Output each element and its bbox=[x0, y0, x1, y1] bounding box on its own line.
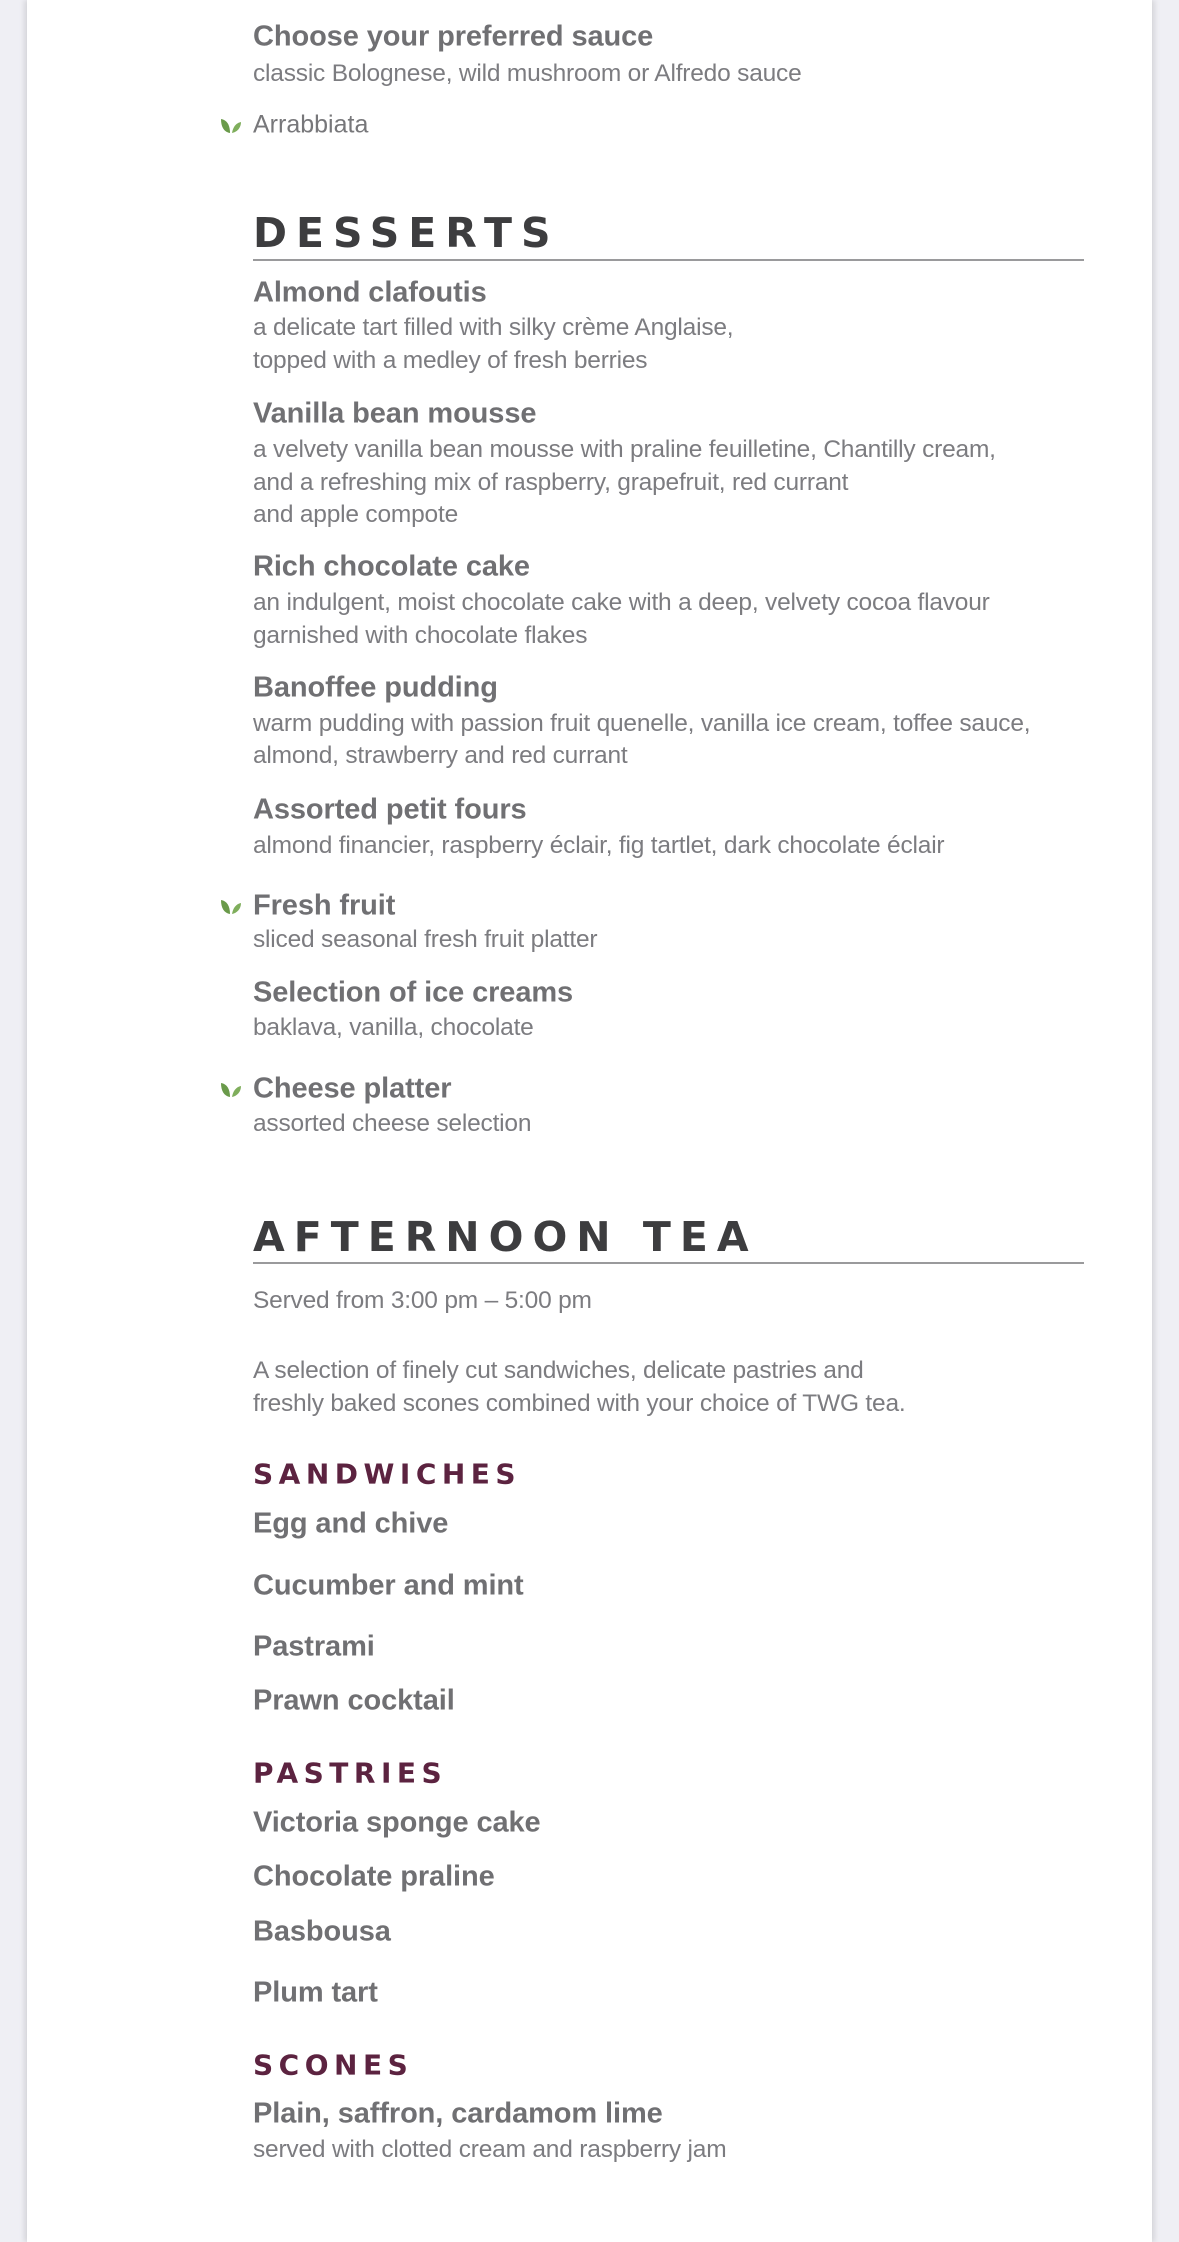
pastry-item: Basbousa bbox=[253, 1915, 391, 1948]
item-desc: and a refreshing mix of raspberry, grapefruit, red currant bbox=[253, 469, 849, 496]
intro-text: freshly baked scones combined with your choice of TWG tea. bbox=[253, 1390, 906, 1417]
scone-item: Plain, saffron, cardamom lime bbox=[253, 2097, 663, 2130]
leaf-icon bbox=[220, 897, 242, 915]
item-desc: almond financier, raspberry éclair, fig tartlet, dark chocolate éclair bbox=[253, 832, 945, 859]
sauce-desc: classic Bolognese, wild mushroom or Alfredo sauce bbox=[253, 60, 802, 87]
item-desc: and apple compote bbox=[253, 501, 459, 528]
item-desc: garnished with chocolate flakes bbox=[253, 622, 588, 649]
item-name: Banoffee pudding bbox=[253, 671, 498, 704]
item-desc: assorted cheese selection bbox=[253, 1110, 532, 1137]
pastry-item: Chocolate praline bbox=[253, 1860, 495, 1893]
leaf-icon bbox=[220, 116, 242, 134]
served-hours: Served from 3:00 pm – 5:00 pm bbox=[253, 1287, 592, 1314]
item-name: Rich chocolate cake bbox=[253, 550, 530, 583]
item-name: Fresh fruit bbox=[253, 889, 396, 922]
sandwich-item: Pastrami bbox=[253, 1630, 375, 1663]
pastry-item: Victoria sponge cake bbox=[253, 1806, 541, 1839]
item-desc: a velvety vanilla bean mousse with praline feuilletine, Chantilly cream, bbox=[253, 436, 996, 463]
item-desc: topped with a medley of fresh berries bbox=[253, 347, 648, 374]
intro-text: A selection of finely cut sandwiches, delicate pastries and bbox=[253, 1357, 864, 1384]
sauce-title: Choose your preferred sauce bbox=[253, 20, 654, 53]
item-name: Almond clafoutis bbox=[253, 276, 487, 309]
sandwich-item: Egg and chive bbox=[253, 1507, 449, 1540]
sauce-option-arrabbiata: Arrabbiata bbox=[253, 110, 369, 139]
sandwich-item: Cucumber and mint bbox=[253, 1569, 524, 1602]
subheading-sandwiches: SANDWICHES bbox=[253, 1457, 522, 1491]
section-heading-desserts: DESSERTS bbox=[253, 209, 560, 257]
item-desc: warm pudding with passion fruit quenelle, vanilla ice cream, toffee sauce, bbox=[253, 710, 1031, 737]
scone-desc: served with clotted cream and raspberry jam bbox=[253, 2136, 727, 2163]
item-name: Vanilla bean mousse bbox=[253, 397, 537, 430]
item-name: Assorted petit fours bbox=[253, 793, 527, 826]
item-desc: a delicate tart filled with silky crème Anglaise, bbox=[253, 314, 734, 341]
item-desc: baklava, vanilla, chocolate bbox=[253, 1014, 534, 1041]
item-desc: an indulgent, moist chocolate cake with a deep, velvety cocoa flavour bbox=[253, 589, 990, 616]
item-name: Selection of ice creams bbox=[253, 976, 574, 1009]
section-divider bbox=[253, 259, 1084, 261]
pastry-item: Plum tart bbox=[253, 1976, 378, 2009]
section-heading-afternoon-tea: AFTERNOON TEA bbox=[253, 1213, 758, 1261]
item-name: Cheese platter bbox=[253, 1072, 452, 1105]
item-desc: sliced seasonal fresh fruit platter bbox=[253, 926, 598, 953]
menu-page bbox=[27, 0, 1152, 2242]
subheading-scones: SCONES bbox=[253, 2048, 414, 2082]
subheading-pastries: PASTRIES bbox=[253, 1756, 448, 1790]
item-desc: almond, strawberry and red currant bbox=[253, 742, 628, 769]
sandwich-item: Prawn cocktail bbox=[253, 1684, 455, 1717]
section-divider bbox=[253, 1262, 1084, 1264]
leaf-icon bbox=[220, 1080, 242, 1098]
